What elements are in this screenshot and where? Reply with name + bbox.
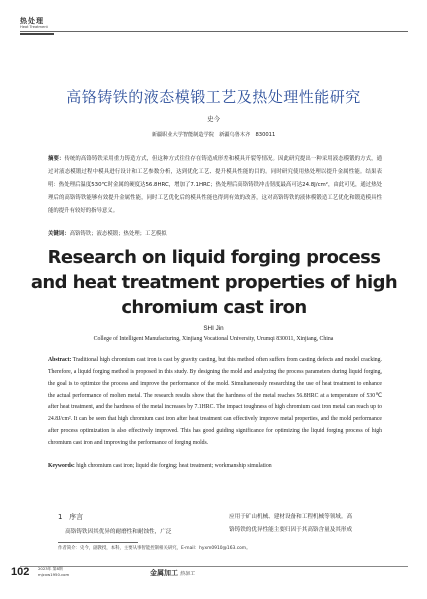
logo-sub: 热加工	[179, 571, 195, 577]
abstract-cn	[48, 153, 382, 218]
footnote-divider	[58, 542, 138, 543]
body-left-line: 高铬铸铁因其优异的耐磨性和耐蚀性，广泛	[65, 529, 172, 535]
footer-divider	[20, 566, 408, 567]
journal-logo	[150, 568, 195, 578]
abstract-en	[48, 355, 382, 450]
keywords-cn-text: 高铬铸铁；液态模锻；热处理；工艺模拟	[69, 231, 167, 237]
abstract-en-text: Traditional high chromium cast iron is cast by gravity casting, but this method often suffers from casting defects and model cracking. Therefore, a liquid forging method is proposed in this study. By designing the mold and analyzing the process parameters during liquid forging, the goal is to optimize the process and improve the performance of the mold. Simultaneously researching the use of heat treatment to enhance the actual performance of molten metal. The research results show that the hardness of the metal reaches 56.8HRC at a temperature of 530℃ after heat treatment, and the hardness of the metal increases by 7.1HRC. The impact toughness of high chromium cast iron metal can reach up to 24.8J/cm². It can be seen that high chromium cast iron after heat treatment can effectively improve metal properties, and the mold performance after process optimization is also effectively improved. This has good guiding significance for optimizing the liquid forging process of high chromium cast iron and improving the performance of forging molds.	[48, 357, 382, 446]
journal-column-title: 热处理	[20, 17, 44, 25]
page-number: 102	[11, 566, 30, 578]
article-title-en: Research on liquid forging process and heat treatment properties of high chromium cast iron	[30, 247, 398, 318]
journal-column-subtitle: Heat Treatment	[20, 25, 48, 29]
section-heading	[58, 512, 83, 522]
issue-info	[38, 566, 69, 578]
affiliation-en: College of Intelligent Manufacturing, Xinjiang Vocational University, Urumqi 830011, Xinjiang, China	[93, 336, 334, 342]
keywords-cn	[48, 229, 382, 237]
header-divider	[20, 31, 408, 32]
article-title-cn: 高铬铸铁的液态模锻工艺及热处理性能研究	[66, 88, 361, 106]
author-cn: 史今	[207, 115, 220, 123]
body-right-line: 应用于矿山机械、建材设备和工程机械等领域。高	[229, 514, 353, 520]
body-left-column	[58, 527, 216, 535]
abstract-en-label: Abstract:	[48, 357, 72, 363]
keywords-cn-label: 关键词：	[48, 231, 70, 237]
keywords-en-text: high chromium cast iron; liquid die forging; heat treatment; workmanship simulation	[76, 463, 272, 469]
abstract-cn-text: 传统的高铬铸铁采用重力铸造方式，但这种方式往往存在铸造成形差和模具开裂等情况。因此研究提出一种采用液态模锻的方式，通过对液态模锻过程中模具进行设计和工艺参数分析，达到优化工艺、提升模具性能的目的。同时研究使用热处理以提升金属性能。结果表明：热处理后温度530℃时金属的硬度达56.8HRC，增加了7.1HRC；热处理后高铬铸铁冲击韧度最高可达24.8J/cm²，由此可见，通过热处理后的高铬铸铁能够有效提升金属性能，同时工艺优化后的模具性能也得到有效的改善，这对高铬铸铁的液体模锻造工艺优化和锻造模具性能的提升有较好的指导意义。	[48, 156, 382, 214]
keywords-en	[48, 463, 382, 469]
section-number: 1	[58, 513, 63, 521]
body-right-line: 铬铸铁的优异性能主要归因于其高铬含量及其形成	[229, 527, 353, 533]
keywords-en-label: Keywords:	[48, 463, 75, 469]
website-line: mjcxw1950.com	[38, 572, 70, 577]
section-title: 序言	[69, 513, 84, 521]
abstract-cn-label: 摘要：	[48, 156, 65, 162]
affiliation-cn: 新疆职业大学智能制造学院 新疆乌鲁木齐 830011	[151, 132, 276, 138]
author-footnote: 作者简介：史今，副教授，本科，主要从事智能控制相关研究，E-mail：hyxm0910@163.com。	[58, 546, 251, 551]
logo-main: 金属加工	[150, 568, 178, 577]
body-right-column	[229, 511, 399, 537]
issue-line: 2023年 第8期	[38, 566, 63, 571]
author-en: SHI Jin	[203, 325, 224, 332]
header-accent-bar	[20, 33, 54, 35]
